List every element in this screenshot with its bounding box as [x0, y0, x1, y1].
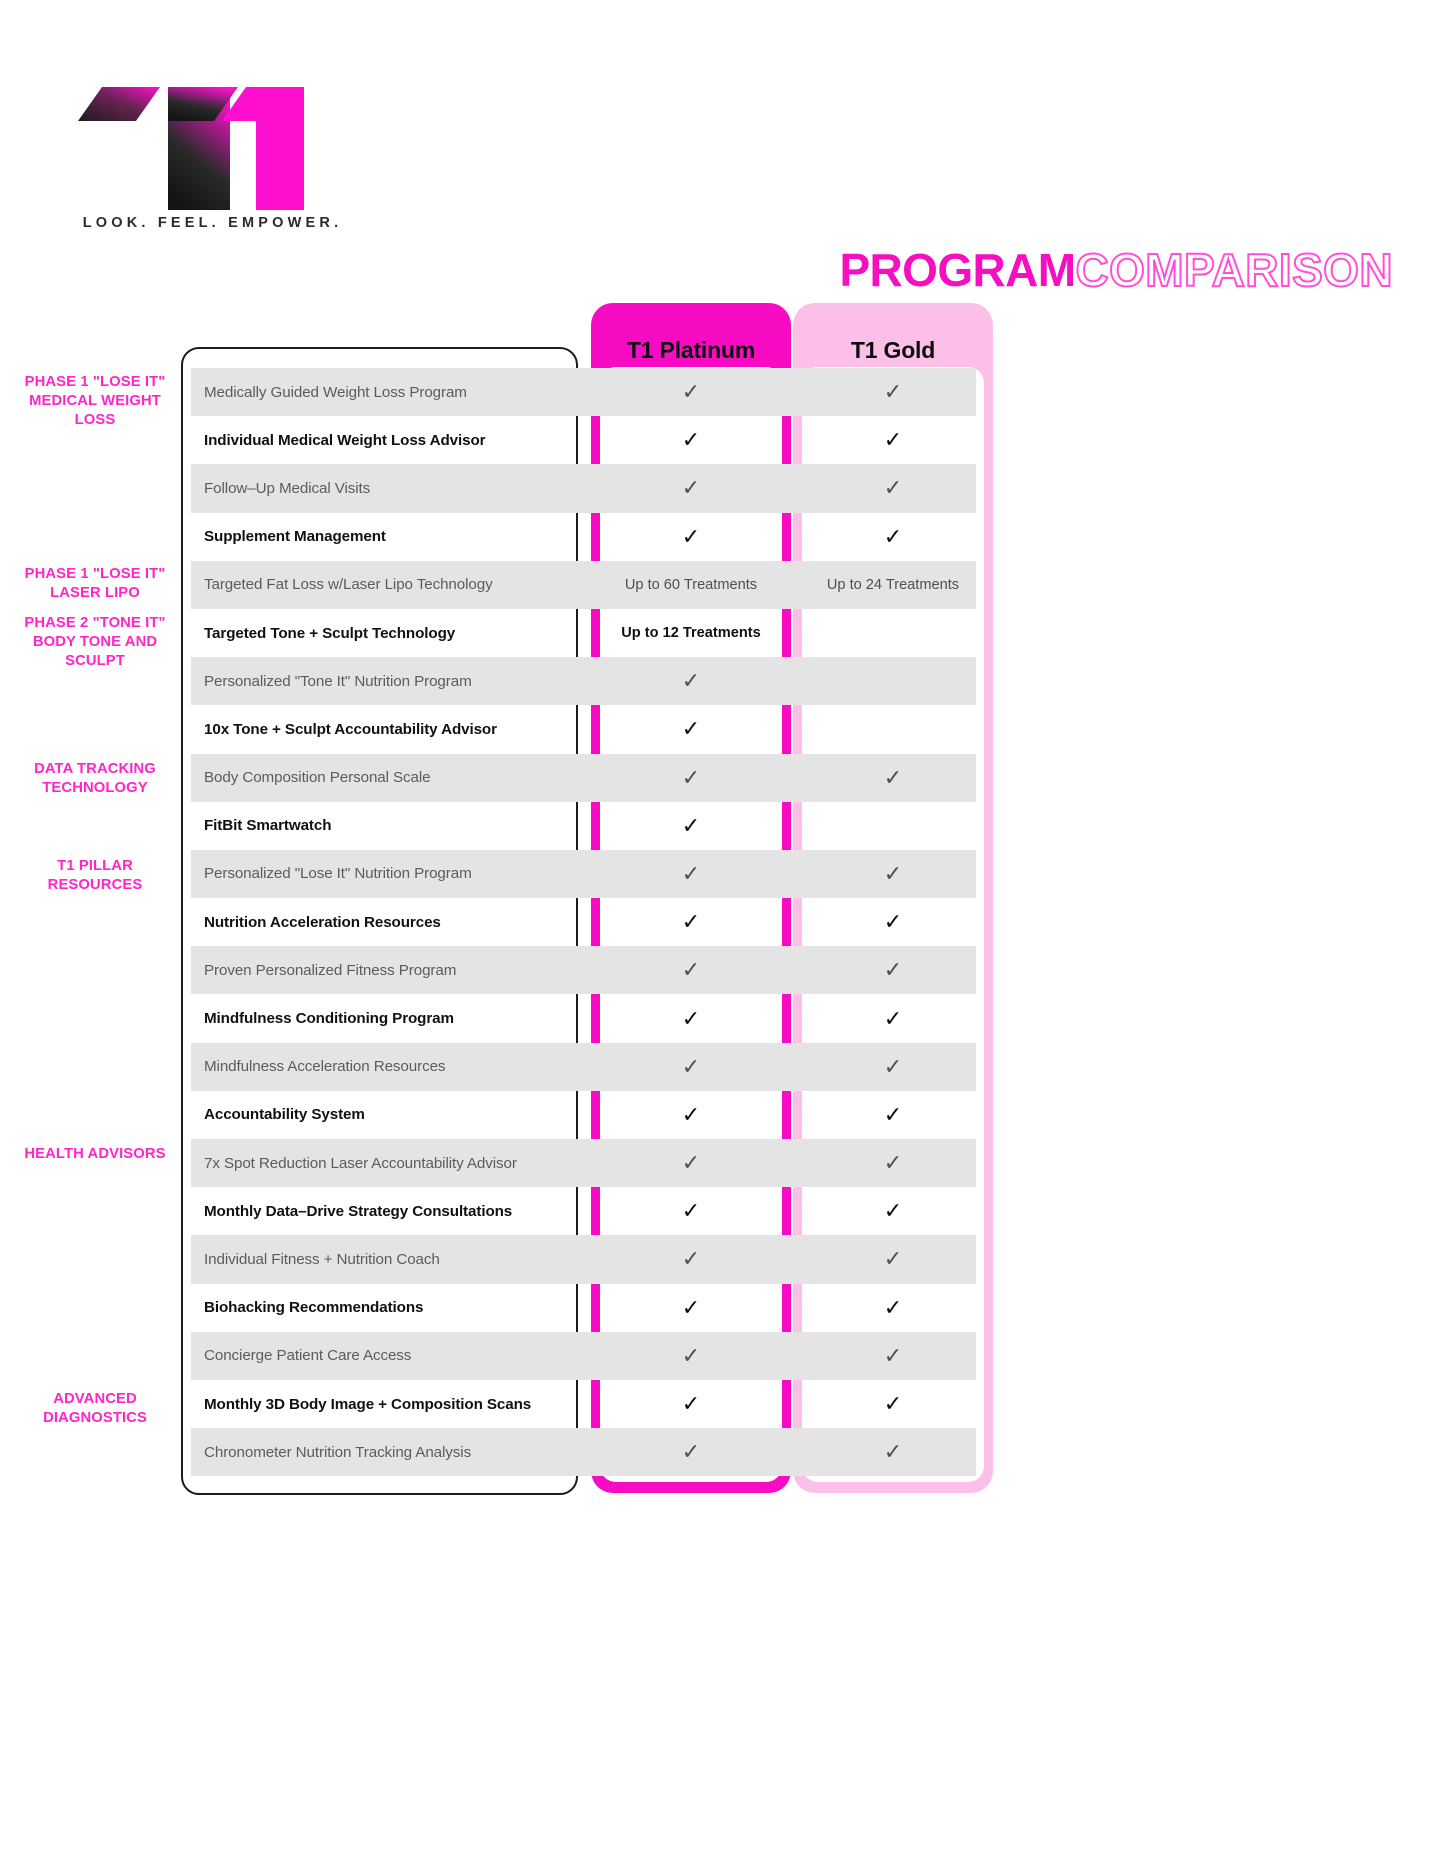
table-row — [0, 657, 1445, 705]
check-icon: ✓ — [883, 523, 903, 549]
cell-platinum — [600, 1380, 782, 1428]
check-icon: ✓ — [883, 909, 903, 935]
cell-gold — [802, 1380, 984, 1428]
cell-platinum — [600, 850, 782, 898]
category-label: T1 PILLAR RESOURCES — [47, 858, 143, 893]
cell-gold — [802, 1428, 984, 1476]
cell-platinum — [600, 464, 782, 512]
page-title — [839, 243, 1393, 297]
cell-platinum — [600, 368, 782, 416]
feature-label: Targeted Fat Loss w/Laser Lipo Technology — [204, 576, 493, 594]
table-row — [0, 1332, 1445, 1380]
table-row — [0, 898, 1445, 946]
cell-platinum — [600, 1043, 782, 1091]
check-icon: ✓ — [883, 1439, 903, 1465]
cell-gold — [802, 802, 984, 850]
check-icon: ✓ — [681, 957, 701, 983]
table-row — [0, 1043, 1445, 1091]
check-icon: ✓ — [883, 1342, 903, 1368]
cell-gold — [802, 850, 984, 898]
cell-gold — [802, 994, 984, 1042]
feature-label: 7x Spot Reduction Laser Accountability Advisor — [204, 1154, 517, 1172]
check-icon: ✓ — [681, 812, 701, 838]
cell-gold — [802, 513, 984, 561]
check-icon: ✓ — [883, 427, 903, 453]
cell-platinum — [600, 705, 782, 753]
check-icon: ✓ — [681, 1005, 701, 1031]
feature-label: Follow–Up Medical Visits — [204, 479, 371, 497]
check-icon: ✓ — [681, 909, 701, 935]
page-title-solid: PROGRAM — [839, 244, 1076, 296]
cell-platinum — [600, 898, 782, 946]
check-icon: ✓ — [883, 1053, 903, 1079]
table-row — [0, 609, 1445, 657]
check-icon: ✓ — [883, 1101, 903, 1127]
t1-logo-icon — [60, 55, 360, 230]
check-icon: ✓ — [883, 475, 903, 501]
table-row — [0, 754, 1445, 802]
cell-gold — [802, 416, 984, 464]
feature-label: Personalized "Tone It" Nutrition Program — [204, 672, 472, 690]
check-icon: ✓ — [883, 1198, 903, 1224]
cell-platinum — [600, 1235, 782, 1283]
table-row — [0, 705, 1445, 753]
table-row — [0, 1428, 1445, 1476]
cell-gold — [802, 1139, 984, 1187]
cell-platinum — [600, 513, 782, 561]
category-label: ADVANCED DIAGNOSTICS — [43, 1391, 147, 1426]
category-label: PHASE 2 "TONE IT" BODY TONE AND SCULPT — [24, 615, 166, 669]
feature-label: Monthly Data–Drive Strategy Consultations — [204, 1202, 513, 1220]
feature-label: Body Composition Personal Scale — [204, 769, 431, 787]
table-row — [0, 416, 1445, 464]
cell-gold — [802, 1235, 984, 1283]
cell-gold — [802, 705, 984, 753]
feature-label: Concierge Patient Care Access — [204, 1347, 412, 1365]
table-row — [0, 1139, 1445, 1187]
check-icon: ✓ — [883, 1294, 903, 1320]
cell-gold — [802, 464, 984, 512]
feature-label: Chronometer Nutrition Tracking Analysis — [204, 1443, 472, 1461]
cell-platinum — [600, 1091, 782, 1139]
table-row — [0, 946, 1445, 994]
check-icon: ✓ — [681, 1198, 701, 1224]
cell-gold — [802, 368, 984, 416]
check-icon: ✓ — [681, 1439, 701, 1465]
cell-platinum — [600, 994, 782, 1042]
feature-label: Nutrition Acceleration Resources — [204, 913, 441, 931]
check-icon: ✓ — [681, 1053, 701, 1079]
category-label: DATA TRACKING TECHNOLOGY — [34, 761, 156, 796]
check-icon: ✓ — [681, 860, 701, 886]
check-icon: ✓ — [681, 523, 701, 549]
cell-gold — [802, 1332, 984, 1380]
cell-platinum — [600, 1139, 782, 1187]
table-row — [0, 1187, 1445, 1235]
check-icon: ✓ — [883, 1246, 903, 1272]
cell-gold — [802, 754, 984, 802]
comparison-rows — [0, 368, 1445, 1476]
feature-label: Mindfulness Acceleration Resources — [204, 1058, 446, 1076]
check-icon: ✓ — [681, 1150, 701, 1176]
column-header-platinum: T1 Platinum — [626, 336, 756, 363]
cell-gold — [802, 946, 984, 994]
cell-platinum — [600, 1332, 782, 1380]
check-icon: ✓ — [883, 764, 903, 790]
column-header-gold: T1 Gold — [850, 336, 936, 363]
feature-label: Individual Fitness + Nutrition Coach — [204, 1250, 440, 1268]
cell-gold — [802, 1284, 984, 1332]
table-row — [0, 1284, 1445, 1332]
cell-platinum: Up to 12 Treatments — [621, 625, 761, 642]
cell-gold — [802, 1091, 984, 1139]
check-icon: ✓ — [681, 1342, 701, 1368]
table-row — [0, 1091, 1445, 1139]
cell-gold: Up to 24 Treatments — [826, 576, 960, 593]
feature-label: FitBit Smartwatch — [204, 817, 332, 835]
check-icon: ✓ — [883, 1150, 903, 1176]
cell-platinum — [600, 946, 782, 994]
feature-label: Personalized "Lose It" Nutrition Program — [204, 865, 472, 883]
feature-label: Biohacking Recommendations — [204, 1299, 424, 1317]
table-row — [0, 368, 1445, 416]
table-row — [0, 561, 1445, 609]
check-icon: ✓ — [681, 427, 701, 453]
cell-platinum: Up to 60 Treatments — [624, 576, 758, 593]
check-icon: ✓ — [883, 1391, 903, 1417]
brand-logo — [60, 55, 360, 255]
feature-label: Individual Medical Weight Loss Advisor — [204, 431, 486, 449]
cell-platinum — [600, 802, 782, 850]
page-title-outline: COMPARISON — [1075, 244, 1393, 296]
feature-label: Targeted Tone + Sculpt Technology — [204, 624, 456, 642]
check-icon: ✓ — [883, 957, 903, 983]
check-icon: ✓ — [883, 860, 903, 886]
feature-label: Proven Personalized Fitness Program — [204, 961, 457, 979]
feature-label: 10x Tone + Sculpt Accountability Advisor — [204, 720, 497, 738]
cell-platinum — [600, 416, 782, 464]
feature-label: Mindfulness Conditioning Program — [204, 1010, 454, 1028]
cell-platinum — [600, 1284, 782, 1332]
cell-gold — [802, 1187, 984, 1235]
table-row — [0, 850, 1445, 898]
cell-platinum — [600, 657, 782, 705]
category-label: HEALTH ADVISORS — [24, 1146, 166, 1162]
table-row — [0, 464, 1445, 512]
cell-gold — [802, 657, 984, 705]
check-icon: ✓ — [883, 379, 903, 405]
check-icon: ✓ — [681, 716, 701, 742]
feature-label: Supplement Management — [204, 528, 386, 546]
table-row — [0, 1380, 1445, 1428]
check-icon: ✓ — [681, 668, 701, 694]
check-icon: ✓ — [681, 1246, 701, 1272]
cell-gold — [802, 609, 984, 657]
feature-label: Accountability System — [204, 1106, 365, 1124]
check-icon: ✓ — [681, 475, 701, 501]
cell-platinum — [600, 1187, 782, 1235]
check-icon: ✓ — [681, 1294, 701, 1320]
table-row — [0, 994, 1445, 1042]
check-icon: ✓ — [681, 764, 701, 790]
cell-platinum — [600, 1428, 782, 1476]
cell-gold — [802, 1043, 984, 1091]
check-icon: ✓ — [681, 1391, 701, 1417]
table-row — [0, 1235, 1445, 1283]
table-row — [0, 802, 1445, 850]
category-label: PHASE 1 "LOSE IT" LASER LIPO — [24, 566, 166, 601]
feature-label: Medically Guided Weight Loss Program — [204, 383, 467, 401]
cell-gold — [802, 898, 984, 946]
check-icon: ✓ — [681, 1101, 701, 1127]
cell-platinum — [600, 754, 782, 802]
table-row — [0, 513, 1445, 561]
check-icon: ✓ — [681, 379, 701, 405]
check-icon: ✓ — [883, 1005, 903, 1031]
category-label: PHASE 1 "LOSE IT" MEDICAL WEIGHT LOSS — [24, 374, 166, 428]
feature-label: Monthly 3D Body Image + Composition Scans — [204, 1395, 532, 1413]
brand-tagline: LOOK. FEEL. EMPOWER. — [82, 215, 343, 231]
